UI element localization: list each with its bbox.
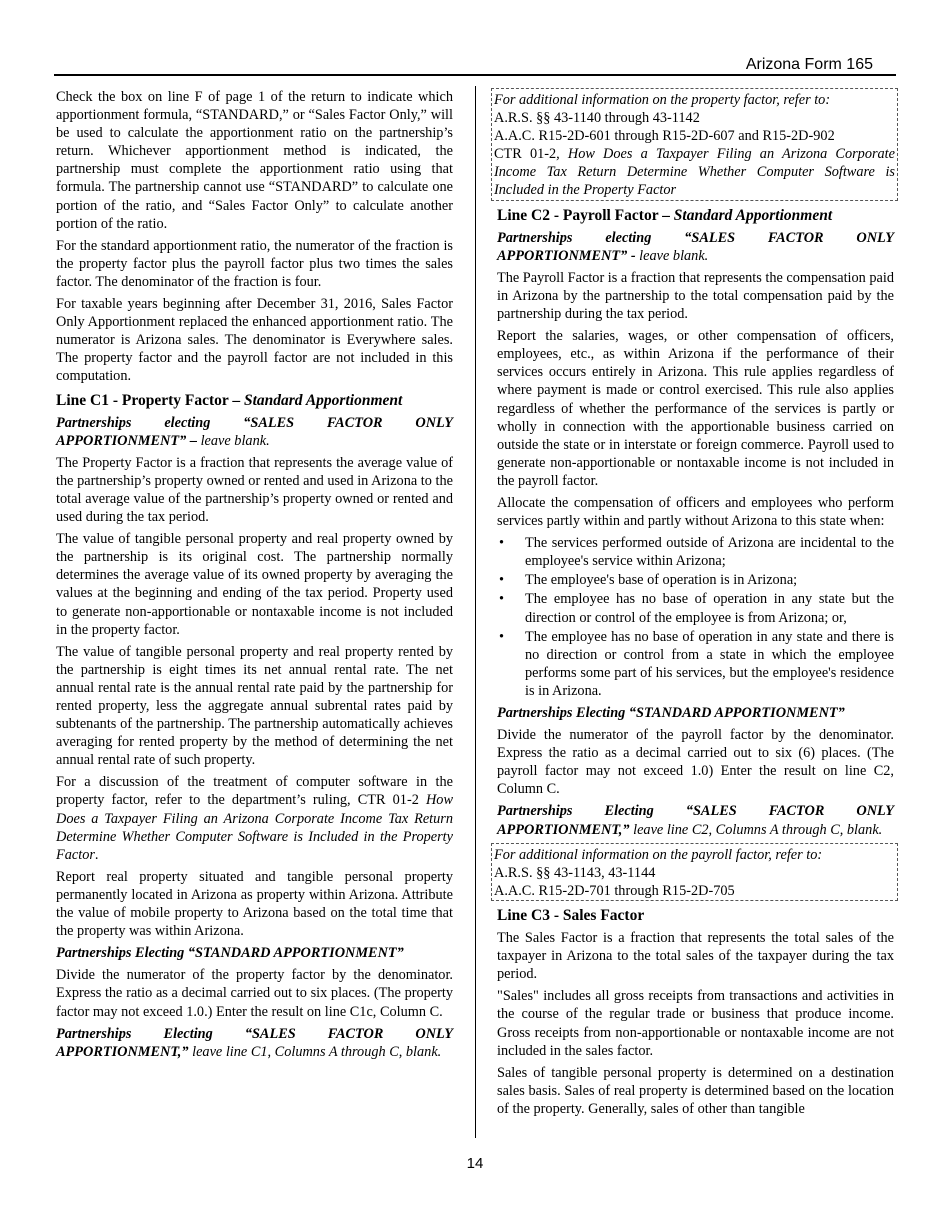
c1-paragraph-2: The value of tangible personal property and real property owned by the partnership is its original cost. The partnership normally determines the average value of its owned property by averaging the values at the beginning and ending of the tax period. Property used to generate non-apportionable or nontaxable income is not included in the property factor. bbox=[56, 531, 453, 638]
line-c2-heading bbox=[497, 207, 894, 225]
list-item bbox=[497, 571, 894, 589]
line-c1-sfo-note-bold: Partnerships electing “SALES FACTOR ONLY APPORTIONMENT” – bbox=[56, 414, 453, 449]
c3-paragraph-3: Sales of tangible personal property is determined on a destination sales basis. Sales of real property is determined based on the location of the property. Generally, sales of other than tangible bbox=[497, 1064, 894, 1117]
right-column bbox=[494, 88, 895, 1122]
line-c1-sfo-note-rest: leave blank. bbox=[197, 432, 270, 449]
c2-sfo-instruction-rest: leave line C2, Columns A through C, blank. bbox=[629, 821, 883, 838]
c1-paragraph-3: The value of tangible personal property and real property rented by the partnership is eight times its net annual rental rate. The net annual rental rate is the annual rental rate paid by the partnership for rented property, less the aggregate annual subrental rates paid by subtenants of the partnership. The partnership automatically achieves averaging for rented property by the method of determining the net annual rental rate of such property. bbox=[56, 643, 453, 769]
line-c3-heading: Line C3 - Sales Factor bbox=[497, 906, 645, 924]
line-c1-heading bbox=[56, 392, 453, 410]
intro-paragraph-3: For taxable years beginning after December 31, 2016, Sales Factor Only Apportionment replaced the enhanced apportionment ratio. The numerator is Arizona sales. The denominator is Everywhere sales. The property factor and the payroll factor are not included in this computation. bbox=[56, 296, 453, 385]
intro-paragraph-1: Check the box on line F of page 1 of the return to indicate which apportionment formula, “STANDARD,” or “Sales Factor Only,” will be used to calculate the apportionment ratio on the partnership’s return. Whichever apportionment method is indicated, the partnership must complete the apportionment ratio using that formula. The partnership cannot use “STANDARD” to calculate one portion of the ratio, and “Sales Factor Only” to calculate another portion of the ratio. bbox=[56, 89, 453, 232]
c2-paragraph-2: Report the salaries, wages, or other compensation of officers, employees, etc., as within Arizona if the performance of their services occurs entirely in Arizona. This rule applies regardless of where payment is made or control exercised. This rule also applies regardless of whether the performance of the services is partly or wholly in connection with the apportionable business carried on outside the state or in interstate or foreign commerce. Payroll used to generate non-apportionable or nontaxable income is not included in the payroll factor. bbox=[497, 328, 894, 489]
intro-paragraph-2: For the standard apportionment ratio, the numerator of the fraction is the property factor plus the payroll factor plus two times the sales factor. The denominator of the fraction is four. bbox=[56, 237, 453, 290]
c1-paragraph-1: The Property Factor is a fraction that represents the average value of the partnership’s property owned or rented and used in Arizona to the total average value of the partnership’s property owned or rented and used during the tax period. bbox=[56, 454, 453, 526]
header-rule bbox=[54, 74, 896, 76]
ref1-line-2: A.A.C. R15-2D-601 through R15-2D-607 and R15-2D-902 bbox=[494, 128, 835, 145]
bullet-text: The employee has no base of operation in any state and there is no direction or control from a state in which the employee performs some part of his services, but the employee's residence is in Arizona. bbox=[525, 628, 894, 699]
c1-paragraph-4-a: For a discussion of the treatment of computer software in the property factor, refer to the department’s ruling, CTR 01-2 bbox=[56, 774, 453, 809]
bullet-text: The employee has no base of operation in any state but the direction or control of the employee is from Arizona; or, bbox=[525, 591, 894, 626]
line-c1-sfo-note bbox=[56, 414, 453, 450]
c2-sfo-instruction bbox=[497, 802, 894, 838]
ref2-line-2: A.A.C. R15-2D-701 through R15-2D-705 bbox=[494, 882, 735, 899]
c2-paragraph-1: The Payroll Factor is a fraction that represents the compensation paid in Arizona by the partnership to the total compensation paid by the partnership during the tax period. bbox=[497, 269, 895, 323]
c1-paragraph-4 bbox=[56, 773, 453, 863]
bullet-text: The services performed outside of Arizona are incidental to the employee's service within Arizona; bbox=[525, 535, 894, 570]
c1-paragraph-5: Report real property situated and tangible personal property permanently located in Arizona as property within Arizona. Attribute the value of mobile property to Arizona based on the total time that the property was within Arizona. bbox=[56, 868, 453, 940]
ref1-line-1: A.R.S. §§ 43-1140 through 43-1142 bbox=[494, 110, 700, 127]
ref2-intro: For additional information on the payroll factor, refer to: bbox=[494, 846, 823, 863]
c2-sfo-instruction-bold: Partnerships Electing “SALES FACTOR ONLY APPORTIONMENT,” bbox=[497, 803, 894, 838]
ref1-intro: For additional information on the property factor, refer to: bbox=[494, 92, 831, 108]
line-c2-sfo-note-bold: Partnerships electing “SALES FACTOR ONLY APPORTIONMENT” - bbox=[497, 229, 894, 264]
line-c1-heading-emphasis: Standard Apportionment bbox=[243, 391, 403, 409]
ref1-line-3 bbox=[494, 145, 895, 199]
c2-standard-heading: Partnerships Electing “STANDARD APPORTIONMENT” bbox=[497, 705, 845, 721]
c2-standard-paragraph: Divide the numerator of the payroll factor by the denominator. Express the ratio as a decimal carried out to six (6) places. (The payroll factor may not exceed 1.0) Enter the result on line C2, Column C. bbox=[497, 727, 894, 798]
payroll-factor-reference-box bbox=[491, 843, 898, 901]
bullet-icon: • bbox=[499, 572, 505, 589]
c1-paragraph-4-c: . bbox=[94, 846, 99, 863]
line-c2-heading-text: Line C2 - Payroll Factor – bbox=[497, 206, 674, 224]
bullet-icon: • bbox=[499, 591, 505, 608]
ref2-line-1: A.R.S. §§ 43-1143, 43-1144 bbox=[494, 864, 656, 881]
list-item bbox=[497, 590, 894, 626]
form-title: Arizona Form 165 bbox=[745, 56, 873, 73]
bullet-text: The employee's base of operation is in Arizona; bbox=[525, 572, 798, 589]
c1-sfo-instruction-bold: Partnerships Electing “SALES FACTOR ONLY APPORTIONMENT,” bbox=[56, 1025, 453, 1060]
c2-bullet-list bbox=[497, 534, 894, 700]
list-item bbox=[497, 628, 894, 700]
c1-standard-paragraph: Divide the numerator of the property factor by the denominator. Express the ratio as a decimal carried out to six places. (The property factor may not exceed 1.0.) Enter the result on line C1c, Column C. bbox=[56, 967, 453, 1020]
c1-sfo-instruction bbox=[56, 1025, 453, 1061]
line-c2-sfo-note bbox=[497, 229, 894, 265]
bullet-icon: • bbox=[499, 628, 505, 645]
property-factor-reference-box bbox=[491, 88, 898, 201]
c2-paragraph-3: Allocate the compensation of officers and employees who perform services partly within and partly without Arizona to this state when: bbox=[497, 494, 894, 530]
c1-paragraph-4-ruling-title: How Does a Taxpayer Filing an Arizona Corporate Income Tax Return Determine Whether Computer Software is Included in the Property Factor bbox=[56, 792, 453, 863]
ref1-line-3-b: , How Does a Taxpayer Filing an Arizona Corporate Income Tax Return Determine Whether Computer Software is Included in the Property Factor bbox=[494, 146, 895, 199]
list-item bbox=[497, 534, 894, 570]
line-c2-heading-emphasis: Standard Apportionment bbox=[673, 206, 833, 224]
column-divider bbox=[475, 86, 476, 1138]
c3-paragraph-2: "Sales" includes all gross receipts from transactions and activities in the course of the regular trade or business that produce income. Gross receipts from non-apportionable or nontaxable income are not included in the sales factor. bbox=[497, 988, 894, 1059]
ref1-line-3-a: CTR 01-2 bbox=[494, 146, 557, 163]
c3-paragraph-1: The Sales Factor is a fraction that represents the total sales of the taxpayer in Arizona to the total sales of the taxpayer during the tax period. bbox=[497, 930, 894, 983]
bullet-icon: • bbox=[499, 535, 505, 552]
line-c2-sfo-note-rest: leave blank. bbox=[635, 247, 709, 264]
c1-standard-heading: Partnerships Electing “STANDARD APPORTIONMENT” bbox=[56, 945, 404, 962]
line-c1-heading-text: Line C1 - Property Factor – bbox=[56, 391, 244, 409]
c1-sfo-instruction-rest: leave line C1, Columns A through C, blank. bbox=[188, 1043, 442, 1060]
page-number: 14 bbox=[466, 1155, 484, 1172]
left-column bbox=[56, 88, 453, 1065]
